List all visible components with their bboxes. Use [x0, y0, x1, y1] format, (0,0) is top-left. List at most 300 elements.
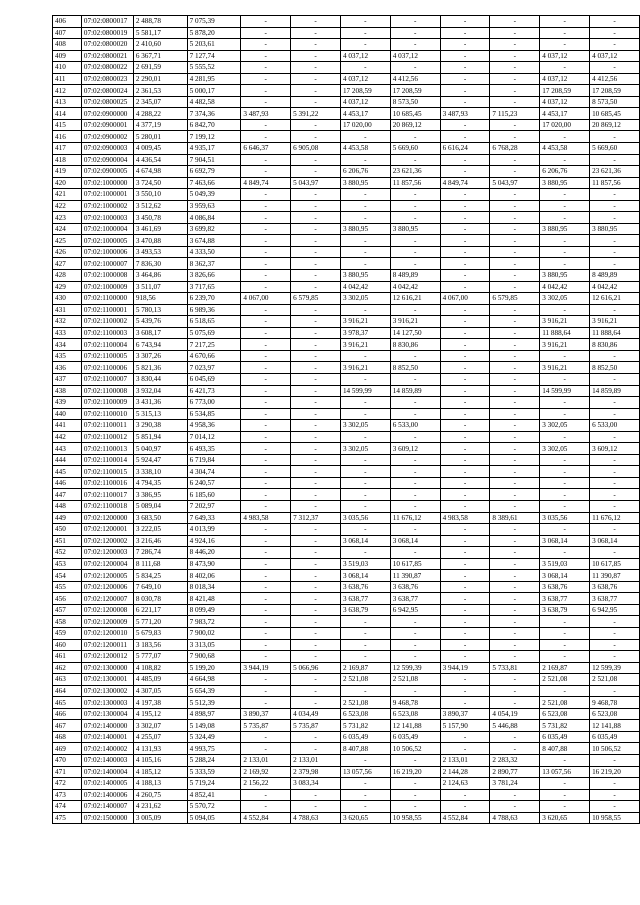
- value-cell: -: [390, 789, 440, 801]
- value-cell: -: [291, 131, 341, 143]
- value-cell: 7 115,23: [490, 108, 540, 120]
- value-cell: 3 916,21: [340, 339, 390, 351]
- value-cell: 17 020,00: [540, 119, 590, 131]
- value-cell: -: [241, 258, 291, 270]
- code-cell: 07:02:0800017: [81, 16, 133, 28]
- value-cell: 6 768,28: [490, 143, 540, 155]
- value-cell: 7 075,39: [187, 16, 241, 28]
- table-row: [53, 270, 640, 282]
- code-cell: 07:02:1100015: [81, 466, 133, 478]
- table-row: [53, 581, 640, 593]
- value-cell: -: [340, 454, 390, 466]
- value-cell: -: [490, 154, 540, 166]
- value-cell: 5 735,87: [291, 720, 341, 732]
- value-cell: -: [440, 85, 490, 97]
- value-cell: 6 692,79: [187, 166, 241, 178]
- value-cell: 5 654,39: [187, 685, 241, 697]
- value-cell: 9 468,78: [590, 697, 640, 709]
- value-cell: -: [490, 258, 540, 270]
- value-cell: 17 208,59: [390, 85, 440, 97]
- value-cell: 3 511,07: [133, 281, 187, 293]
- value-cell: 7 900,68: [187, 651, 241, 663]
- value-cell: 6 221,17: [133, 604, 187, 616]
- table-row: [53, 212, 640, 224]
- value-cell: 11 676,12: [390, 512, 440, 524]
- table-row: [53, 50, 640, 62]
- value-cell: 2 521,08: [340, 674, 390, 686]
- value-cell: -: [241, 408, 291, 420]
- value-cell: -: [340, 524, 390, 536]
- code-cell: 07:02:1400003: [81, 755, 133, 767]
- value-cell: -: [390, 131, 440, 143]
- value-cell: -: [490, 131, 540, 143]
- value-cell: 3 216,46: [133, 535, 187, 547]
- value-cell: 5 315,13: [133, 408, 187, 420]
- value-cell: -: [241, 350, 291, 362]
- value-cell: -: [590, 489, 640, 501]
- value-cell: -: [241, 466, 291, 478]
- value-cell: 2 124,63: [440, 778, 490, 790]
- row-number-cell: 406: [53, 16, 82, 28]
- row-number-cell: 431: [53, 304, 82, 316]
- value-cell: 2 169,87: [340, 662, 390, 674]
- value-cell: -: [590, 547, 640, 559]
- row-number-cell: 454: [53, 570, 82, 582]
- value-cell: 5 878,20: [187, 27, 241, 39]
- value-cell: 2 169,87: [540, 662, 590, 674]
- value-cell: -: [490, 235, 540, 247]
- value-cell: -: [490, 270, 540, 282]
- value-cell: 8 421,48: [187, 593, 241, 605]
- value-cell: -: [440, 593, 490, 605]
- value-cell: -: [540, 685, 590, 697]
- table-row: [53, 39, 640, 51]
- value-cell: -: [490, 166, 540, 178]
- value-cell: 5 780,13: [133, 304, 187, 316]
- value-cell: -: [440, 500, 490, 512]
- value-cell: 3 638,77: [540, 593, 590, 605]
- value-cell: 3 222,05: [133, 524, 187, 536]
- value-cell: -: [490, 489, 540, 501]
- value-cell: -: [440, 350, 490, 362]
- row-number-cell: 455: [53, 581, 82, 593]
- value-cell: 4 037,12: [340, 50, 390, 62]
- value-cell: 3 638,77: [340, 593, 390, 605]
- value-cell: -: [340, 350, 390, 362]
- value-cell: 3 717,65: [187, 281, 241, 293]
- code-cell: 07:02:1200009: [81, 616, 133, 628]
- value-cell: -: [540, 616, 590, 628]
- code-cell: 07:02:1400001: [81, 731, 133, 743]
- value-cell: -: [490, 547, 540, 559]
- value-cell: 4 674,98: [133, 166, 187, 178]
- value-cell: -: [241, 316, 291, 328]
- value-cell: -: [440, 373, 490, 385]
- value-cell: 6 206,76: [540, 166, 590, 178]
- row-number-cell: 442: [53, 431, 82, 443]
- row-number-cell: 410: [53, 62, 82, 74]
- value-cell: 4 131,93: [133, 743, 187, 755]
- value-cell: 6 523,08: [540, 708, 590, 720]
- row-number-cell: 458: [53, 616, 82, 628]
- value-cell: -: [390, 258, 440, 270]
- code-cell: 07:02:1100012: [81, 431, 133, 443]
- value-cell: 3 470,88: [133, 235, 187, 247]
- value-cell: 3 431,36: [133, 397, 187, 409]
- code-cell: 07:02:1200000: [81, 512, 133, 524]
- value-cell: -: [241, 85, 291, 97]
- table-row: [53, 558, 640, 570]
- value-cell: -: [340, 397, 390, 409]
- row-number-cell: 460: [53, 639, 82, 651]
- table-row: [53, 258, 640, 270]
- value-cell: 6 533,00: [390, 420, 440, 432]
- value-cell: -: [291, 235, 341, 247]
- value-cell: 3 068,14: [540, 535, 590, 547]
- value-cell: 6 206,76: [340, 166, 390, 178]
- code-cell: 07:02:1300004: [81, 708, 133, 720]
- value-cell: 4 898,97: [187, 708, 241, 720]
- value-cell: -: [241, 627, 291, 639]
- value-cell: -: [440, 189, 490, 201]
- value-cell: -: [340, 246, 390, 258]
- value-cell: 11 888,64: [540, 327, 590, 339]
- value-cell: 6 239,70: [187, 293, 241, 305]
- value-cell: -: [390, 466, 440, 478]
- value-cell: -: [490, 558, 540, 570]
- table-row: [53, 154, 640, 166]
- table-row: [53, 108, 640, 120]
- value-cell: 2 290,01: [133, 73, 187, 85]
- value-cell: 17 020,00: [340, 119, 390, 131]
- row-number-cell: 409: [53, 50, 82, 62]
- value-cell: 4 188,13: [133, 778, 187, 790]
- table-row: [53, 697, 640, 709]
- value-cell: 3 493,53: [133, 246, 187, 258]
- value-cell: -: [291, 570, 341, 582]
- value-cell: 4 935,17: [187, 143, 241, 155]
- value-cell: -: [590, 639, 640, 651]
- row-number-cell: 453: [53, 558, 82, 570]
- row-number-cell: 471: [53, 766, 82, 778]
- value-cell: -: [241, 50, 291, 62]
- value-cell: -: [440, 223, 490, 235]
- value-cell: 4 255,07: [133, 731, 187, 743]
- value-cell: 3 978,37: [340, 327, 390, 339]
- row-number-cell: 450: [53, 524, 82, 536]
- value-cell: -: [590, 466, 640, 478]
- value-cell: -: [241, 246, 291, 258]
- value-cell: 7 900,02: [187, 627, 241, 639]
- value-cell: -: [241, 339, 291, 351]
- value-cell: -: [440, 570, 490, 582]
- value-cell: 3 083,34: [291, 778, 341, 790]
- row-number-cell: 462: [53, 662, 82, 674]
- row-number-cell: 429: [53, 281, 82, 293]
- value-cell: 3 638,76: [340, 581, 390, 593]
- value-cell: 3 487,93: [440, 108, 490, 120]
- value-cell: -: [390, 489, 440, 501]
- value-cell: 4 037,12: [390, 50, 440, 62]
- value-cell: 7 374,36: [187, 108, 241, 120]
- value-cell: -: [340, 373, 390, 385]
- value-cell: -: [291, 62, 341, 74]
- value-cell: 3 916,21: [390, 316, 440, 328]
- value-cell: -: [590, 235, 640, 247]
- value-cell: -: [490, 454, 540, 466]
- value-cell: 11 888,64: [590, 327, 640, 339]
- value-cell: 4 231,62: [133, 801, 187, 813]
- value-cell: 7 312,37: [291, 512, 341, 524]
- value-cell: -: [490, 524, 540, 536]
- value-cell: 7 023,97: [187, 362, 241, 374]
- value-cell: -: [241, 477, 291, 489]
- value-cell: -: [540, 212, 590, 224]
- value-cell: -: [291, 96, 341, 108]
- value-cell: 3 638,79: [540, 604, 590, 616]
- value-cell: -: [440, 489, 490, 501]
- code-cell: 07:02:1400004: [81, 766, 133, 778]
- value-cell: 5 280,01: [133, 131, 187, 143]
- table-row: [53, 720, 640, 732]
- value-cell: -: [291, 246, 341, 258]
- value-cell: 17 208,59: [590, 85, 640, 97]
- table-row: [53, 431, 640, 443]
- value-cell: -: [490, 350, 540, 362]
- value-cell: -: [340, 651, 390, 663]
- value-cell: -: [440, 420, 490, 432]
- row-number-cell: 444: [53, 454, 82, 466]
- row-number-cell: 447: [53, 489, 82, 501]
- table-row: [53, 177, 640, 189]
- value-cell: 4 108,82: [133, 662, 187, 674]
- value-cell: 3 959,63: [187, 200, 241, 212]
- table-row: [53, 454, 640, 466]
- value-cell: 4 377,19: [133, 119, 187, 131]
- value-cell: -: [540, 466, 590, 478]
- row-number-cell: 466: [53, 708, 82, 720]
- value-cell: 3 302,05: [540, 420, 590, 432]
- value-cell: 918,56: [133, 293, 187, 305]
- value-cell: 6 646,37: [241, 143, 291, 155]
- code-cell: 07:02:0800024: [81, 85, 133, 97]
- value-cell: -: [390, 431, 440, 443]
- value-cell: -: [490, 627, 540, 639]
- value-cell: -: [440, 304, 490, 316]
- value-cell: 6 240,57: [187, 477, 241, 489]
- value-cell: 4 034,49: [291, 708, 341, 720]
- value-cell: -: [440, 431, 490, 443]
- value-cell: -: [590, 258, 640, 270]
- value-cell: 3 313,05: [187, 639, 241, 651]
- table-row: [53, 731, 640, 743]
- value-cell: -: [440, 731, 490, 743]
- value-cell: 4 482,58: [187, 96, 241, 108]
- value-cell: 4 009,45: [133, 143, 187, 155]
- value-cell: -: [390, 454, 440, 466]
- value-cell: 4 983,58: [440, 512, 490, 524]
- value-cell: -: [490, 466, 540, 478]
- value-cell: 14 599,99: [340, 385, 390, 397]
- value-cell: -: [241, 570, 291, 582]
- table-row: [53, 755, 640, 767]
- row-number-cell: 441: [53, 420, 82, 432]
- table-row: [53, 604, 640, 616]
- value-cell: 4 037,12: [340, 96, 390, 108]
- value-cell: -: [291, 651, 341, 663]
- value-cell: 3 302,05: [540, 293, 590, 305]
- value-cell: -: [440, 235, 490, 247]
- value-cell: 10 617,85: [590, 558, 640, 570]
- value-cell: -: [241, 96, 291, 108]
- value-cell: 11 390,87: [590, 570, 640, 582]
- value-cell: 14 127,50: [390, 327, 440, 339]
- row-number-cell: 467: [53, 720, 82, 732]
- value-cell: -: [540, 304, 590, 316]
- value-cell: 3 609,12: [590, 443, 640, 455]
- value-cell: -: [440, 685, 490, 697]
- value-cell: -: [490, 73, 540, 85]
- table-row: [53, 466, 640, 478]
- value-cell: -: [490, 27, 540, 39]
- value-cell: 6 719,84: [187, 454, 241, 466]
- row-number-cell: 473: [53, 789, 82, 801]
- value-cell: 17 208,59: [340, 85, 390, 97]
- value-cell: -: [490, 223, 540, 235]
- value-cell: -: [241, 801, 291, 813]
- code-cell: 07:02:1100018: [81, 500, 133, 512]
- value-cell: 13 057,56: [540, 766, 590, 778]
- value-cell: 3 005,09: [133, 812, 187, 824]
- value-cell: 8 852,50: [590, 362, 640, 374]
- row-number-cell: 412: [53, 85, 82, 97]
- value-cell: 5 149,08: [187, 720, 241, 732]
- value-cell: -: [390, 616, 440, 628]
- row-number-cell: 470: [53, 755, 82, 767]
- value-cell: -: [490, 477, 540, 489]
- table-row: [53, 477, 640, 489]
- row-number-cell: 445: [53, 466, 82, 478]
- value-cell: 5 512,39: [187, 697, 241, 709]
- value-cell: -: [540, 801, 590, 813]
- value-cell: 5 391,22: [291, 108, 341, 120]
- value-cell: 4 958,36: [187, 420, 241, 432]
- value-cell: 3 638,77: [590, 593, 640, 605]
- value-cell: -: [390, 200, 440, 212]
- value-cell: 3 724,50: [133, 177, 187, 189]
- table-row: [53, 327, 640, 339]
- row-number-cell: 423: [53, 212, 82, 224]
- value-cell: 5 924,47: [133, 454, 187, 466]
- row-number-cell: 437: [53, 373, 82, 385]
- value-cell: 6 035,49: [590, 731, 640, 743]
- code-cell: 07:02:1100010: [81, 408, 133, 420]
- value-cell: 3 880,95: [340, 177, 390, 189]
- value-cell: -: [490, 304, 540, 316]
- table-row: [53, 535, 640, 547]
- value-cell: -: [340, 616, 390, 628]
- value-cell: -: [291, 16, 341, 28]
- value-cell: -: [540, 477, 590, 489]
- value-cell: 5 288,24: [187, 755, 241, 767]
- value-cell: 7 286,74: [133, 547, 187, 559]
- code-cell: 07:02:1100016: [81, 477, 133, 489]
- value-cell: -: [390, 547, 440, 559]
- value-cell: 10 506,52: [390, 743, 440, 755]
- table-row: [53, 131, 640, 143]
- table-row: [53, 339, 640, 351]
- value-cell: -: [590, 789, 640, 801]
- value-cell: 5 324,49: [187, 731, 241, 743]
- value-cell: 12 141,88: [590, 720, 640, 732]
- value-cell: -: [340, 778, 390, 790]
- value-cell: -: [241, 581, 291, 593]
- code-cell: 07:02:1000002: [81, 200, 133, 212]
- value-cell: -: [340, 258, 390, 270]
- value-cell: 23 621,36: [590, 166, 640, 178]
- value-cell: 3 699,82: [187, 223, 241, 235]
- value-cell: 8 030,78: [133, 593, 187, 605]
- value-cell: 3 464,86: [133, 270, 187, 282]
- value-cell: 3 386,95: [133, 489, 187, 501]
- value-cell: -: [241, 39, 291, 51]
- value-cell: -: [291, 593, 341, 605]
- value-cell: 3 880,95: [340, 223, 390, 235]
- value-cell: -: [340, 212, 390, 224]
- value-cell: 5 777,07: [133, 651, 187, 663]
- value-cell: -: [241, 166, 291, 178]
- value-cell: 20 869,12: [590, 119, 640, 131]
- value-cell: -: [241, 697, 291, 709]
- value-cell: 3 638,76: [590, 581, 640, 593]
- value-cell: 5 821,36: [133, 362, 187, 374]
- value-cell: 4 485,09: [133, 674, 187, 686]
- value-cell: 4 042,42: [390, 281, 440, 293]
- value-cell: 3 068,14: [340, 570, 390, 582]
- code-cell: 07:02:0800022: [81, 62, 133, 74]
- code-cell: 07:02:0800025: [81, 96, 133, 108]
- table-row: [53, 708, 640, 720]
- value-cell: 3 890,37: [241, 708, 291, 720]
- value-cell: 3 880,95: [390, 223, 440, 235]
- value-cell: -: [540, 755, 590, 767]
- value-cell: 7 836,30: [133, 258, 187, 270]
- value-cell: -: [490, 581, 540, 593]
- value-cell: -: [440, 362, 490, 374]
- code-cell: 07:02:1100014: [81, 454, 133, 466]
- row-number-cell: 439: [53, 397, 82, 409]
- value-cell: -: [340, 304, 390, 316]
- value-cell: 3 638,77: [390, 593, 440, 605]
- code-cell: 07:02:1000005: [81, 235, 133, 247]
- value-cell: 11 676,12: [590, 512, 640, 524]
- value-cell: -: [340, 131, 390, 143]
- value-cell: -: [291, 304, 341, 316]
- value-cell: -: [590, 685, 640, 697]
- value-cell: -: [390, 397, 440, 409]
- value-cell: 4 086,84: [187, 212, 241, 224]
- value-cell: -: [490, 339, 540, 351]
- table-row: [53, 443, 640, 455]
- value-cell: 6 523,08: [340, 708, 390, 720]
- table-row: [53, 408, 640, 420]
- value-cell: -: [590, 755, 640, 767]
- value-cell: -: [590, 189, 640, 201]
- value-cell: 6 523,08: [590, 708, 640, 720]
- value-cell: -: [490, 685, 540, 697]
- table-row: [53, 189, 640, 201]
- value-cell: -: [540, 200, 590, 212]
